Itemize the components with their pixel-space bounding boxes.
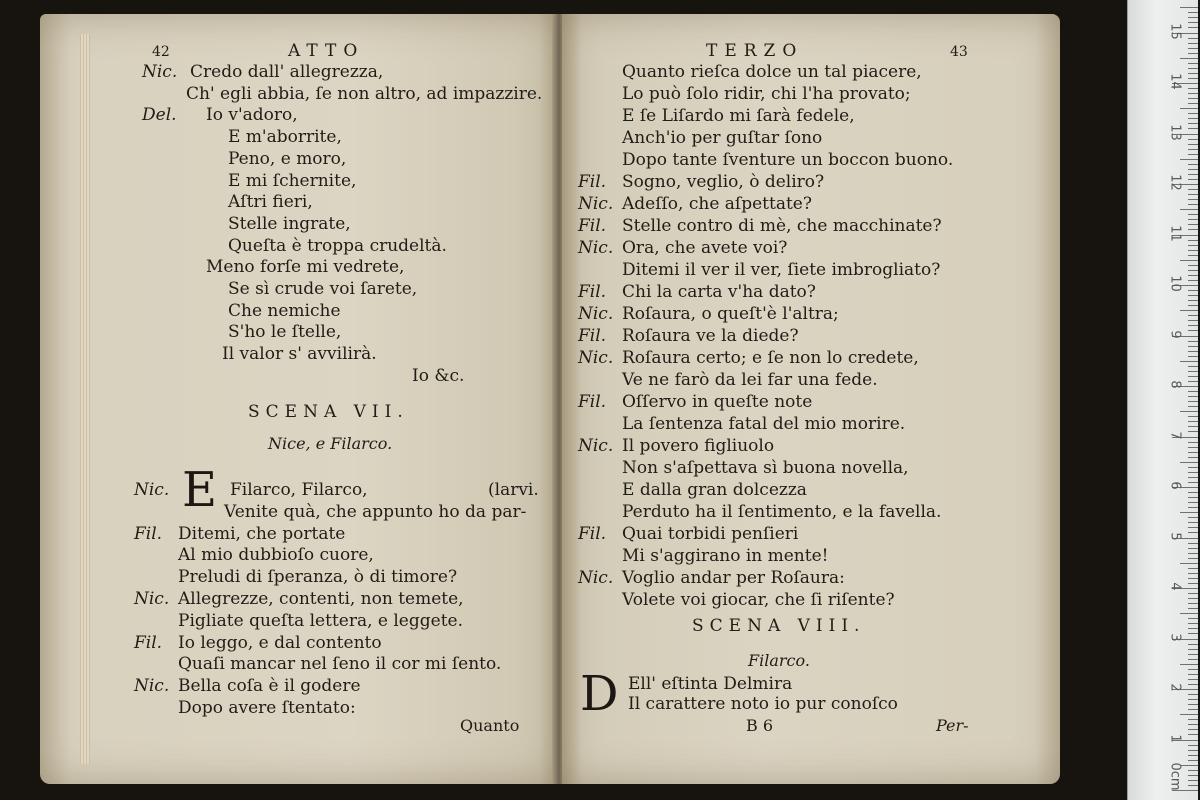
ruler-tick <box>1188 139 1198 140</box>
verse-line: Roſaura certo; e ſe non lo credete, <box>622 348 919 368</box>
ruler-tick <box>1188 53 1198 54</box>
ruler-tick <box>1188 659 1198 660</box>
right-page-number: 43 <box>950 44 968 60</box>
left-drop-cap: E <box>182 462 218 518</box>
verse-line: Chi la carta v'ha dato? <box>622 282 816 302</box>
ruler-label: 8 <box>1167 380 1183 389</box>
ruler-tick <box>1188 17 1198 18</box>
ruler-tick <box>1188 669 1198 670</box>
verse-line: Credo dall' allegrezza, <box>190 62 384 82</box>
ruler-tick <box>1188 421 1198 422</box>
ruler-tick <box>1188 341 1198 342</box>
ruler-tick <box>1188 628 1198 629</box>
left-scene-title: SCENA VII. <box>248 402 409 422</box>
ruler-tick <box>1188 442 1198 443</box>
ruler-tick <box>1188 346 1198 347</box>
ruler-tick <box>1188 214 1198 215</box>
ruler-tick <box>1188 315 1198 316</box>
ruler-tick <box>1188 219 1198 220</box>
ruler-tick <box>1188 78 1198 79</box>
ruler-label: 1 <box>1167 733 1183 743</box>
speaker-label: Fil. <box>578 524 607 544</box>
verse-line: Sogno, veglio, ò deliro? <box>622 172 825 192</box>
ruler-tick <box>1188 729 1198 730</box>
ruler-tick <box>1180 361 1198 362</box>
verse-line: E mi ſchernite, <box>228 170 357 191</box>
verse-line: E ſe Liſardo mi ſarà fedele, <box>622 106 855 126</box>
verse-line: S'ho le ſtelle, <box>228 322 342 343</box>
verse-line: Ditemi il ver il ver, ſiete imbrogliato? <box>622 260 941 280</box>
ruler-tick <box>1188 694 1198 695</box>
ruler-tick <box>1188 452 1198 453</box>
ruler-tick <box>1188 179 1198 180</box>
speaker-label: Nic. <box>578 238 614 258</box>
speaker-label: Nic. <box>578 194 614 214</box>
ruler-tick <box>1188 366 1198 367</box>
ruler-tick <box>1188 704 1198 705</box>
ruler-tick <box>1188 376 1198 377</box>
ruler-tick <box>1188 750 1198 751</box>
verse-line: Lo può ſolo ridir, chi l'ha provato; <box>622 84 911 104</box>
ruler-tick <box>1188 351 1198 352</box>
verse-line: Volete voi giocar, che ſi riſente? <box>622 590 895 610</box>
ruler-tick <box>1188 770 1198 771</box>
ruler-tick <box>1188 123 1198 124</box>
ruler-tick <box>1188 517 1198 518</box>
ruler-tick <box>1188 548 1198 549</box>
page-stack-edge <box>80 34 90 764</box>
left-running-head: ATTO <box>288 41 365 61</box>
right-catchword: Per- <box>936 716 969 735</box>
ruler-label: 14 <box>1167 73 1183 90</box>
speaker-label: Fil. <box>134 523 163 544</box>
ruler-label: 0cm <box>1167 762 1183 791</box>
verse-line: Oſſervo in queſte note <box>622 392 813 412</box>
ruler-tick <box>1188 88 1198 89</box>
ruler-tick <box>1188 93 1198 94</box>
ruler-tick <box>1188 527 1198 528</box>
ruler-tick <box>1180 613 1198 614</box>
ruler-tick <box>1188 558 1198 559</box>
speaker-label: Fil. <box>578 326 607 346</box>
ruler-tick <box>1180 159 1198 160</box>
ruler-tick <box>1188 543 1198 544</box>
verse-line: Venite quà, che appunto ho da par- <box>224 501 527 522</box>
ruler-tick <box>1188 118 1198 119</box>
ruler-tick <box>1180 411 1198 412</box>
ruler-tick <box>1188 553 1198 554</box>
verse-line: Mi s'aggirano in mente! <box>622 546 829 566</box>
ruler-tick <box>1188 603 1198 604</box>
ruler-label: 10 <box>1167 275 1183 292</box>
verse-line: Io leggo, e dal contento <box>178 632 382 653</box>
ruler-tick <box>1188 644 1198 645</box>
ruler-tick <box>1188 245 1198 246</box>
verse-line: Dopo avere ſtentato: <box>178 698 356 718</box>
ruler-label: 4 <box>1167 582 1183 591</box>
measuring-ruler <box>1127 0 1198 800</box>
ruler-tick <box>1180 512 1198 513</box>
ruler-tick <box>1188 356 1198 357</box>
verse-line: Filarco, Filarco, <box>230 480 368 500</box>
ruler-tick <box>1188 194 1198 195</box>
verse-line: Perduto ha il ſentimento, e la favella. <box>622 502 942 522</box>
ruler-tick <box>1188 674 1198 675</box>
ruler-label: 5 <box>1167 531 1183 541</box>
verse-line: Il valor s' avvilirà. <box>222 344 377 365</box>
ruler-tick <box>1188 684 1198 685</box>
ruler-tick <box>1188 22 1198 23</box>
ruler-tick <box>1188 709 1198 710</box>
ruler-tick <box>1180 260 1198 261</box>
ruler-tick <box>1188 780 1198 781</box>
verse-line: Voglio andar per Roſaura: <box>622 568 845 588</box>
ruler-tick <box>1188 502 1198 503</box>
ruler-tick <box>1188 169 1198 170</box>
ruler-tick <box>1188 507 1198 508</box>
ruler-tick <box>1188 38 1198 39</box>
ruler-tick <box>1188 497 1198 498</box>
verse-line: E dalla gran dolcezza <box>622 480 807 500</box>
ruler-tick <box>1188 472 1198 473</box>
verse-line: Roſaura ve la diede? <box>622 326 799 346</box>
speaker-label: Nic. <box>134 589 170 609</box>
right-scene-characters: Filarco. <box>748 651 810 670</box>
ruler-tick <box>1180 462 1198 463</box>
ruler-tick <box>1188 189 1198 190</box>
ruler-tick <box>1188 280 1198 281</box>
ruler-tick <box>1188 204 1198 205</box>
ruler-tick <box>1188 618 1198 619</box>
ruler-tick <box>1188 255 1198 256</box>
speaker-label: Nic. <box>578 348 614 368</box>
ruler-tick <box>1180 765 1198 766</box>
ruler-tick <box>1188 12 1198 13</box>
ruler-label: 3 <box>1167 632 1183 642</box>
ruler-tick <box>1188 320 1198 321</box>
ruler-tick <box>1188 154 1198 155</box>
ruler-label: 9 <box>1167 329 1183 339</box>
ruler-tick <box>1188 265 1198 266</box>
ruler-tick <box>1188 457 1198 458</box>
right-scene-title: SCENA VIII. <box>692 616 866 636</box>
ruler-tick <box>1188 608 1198 609</box>
verse-line: La ſentenza fatal del mio morire. <box>622 414 906 434</box>
ruler-tick <box>1180 563 1198 564</box>
ruler-tick <box>1188 406 1198 407</box>
verse-line: Ditemi, che portate <box>178 523 346 544</box>
ruler-tick <box>1188 532 1198 533</box>
verse-line: Ch' egli abbia, ſe non altro, ad impazzire. <box>186 83 543 104</box>
ruler-tick <box>1188 568 1198 569</box>
right-closing-line: Il carattere noto io pur conoſco <box>628 694 898 714</box>
ruler-tick <box>1188 785 1198 786</box>
ruler-tick <box>1188 144 1198 145</box>
ruler-tick <box>1188 755 1198 756</box>
ruler-tick <box>1188 679 1198 680</box>
verse-line: Io &c. <box>412 365 465 386</box>
speaker-label: Nic. <box>578 568 614 588</box>
ruler-label: 6 <box>1167 481 1183 490</box>
ruler-tick <box>1188 598 1198 599</box>
ruler-tick <box>1188 573 1198 574</box>
ruler-tick <box>1188 719 1198 720</box>
verse-line: Peno, e moro, <box>228 148 347 169</box>
ruler-tick <box>1188 724 1198 725</box>
ruler-tick <box>1188 593 1198 594</box>
ruler-tick <box>1188 103 1198 104</box>
verse-line: Roſaura, o queſt'è l'altra; <box>622 304 839 324</box>
ruler-tick <box>1188 63 1198 64</box>
ruler-tick <box>1188 775 1198 776</box>
verse-line: Quai torbidi penſieri <box>622 524 799 544</box>
verse-line: Ve ne farò da lei far una fede. <box>622 370 878 390</box>
left-scene-characters: Nice, e Filarco. <box>268 434 393 453</box>
verse-line: E m'aborrite, <box>228 127 342 148</box>
ruler-tick <box>1188 447 1198 448</box>
ruler-tick <box>1188 522 1198 523</box>
ruler-tick <box>1188 275 1198 276</box>
ruler-tick <box>1188 174 1198 175</box>
verse-line: Che nemiche <box>228 300 341 321</box>
ruler-label: 15 <box>1167 22 1183 40</box>
speaker-label: Del. <box>142 105 177 126</box>
ruler-tick <box>1188 477 1198 478</box>
speaker-label: Fil. <box>578 172 607 192</box>
ruler-tick <box>1188 760 1198 761</box>
ruler-tick <box>1188 381 1198 382</box>
ruler-tick <box>1188 128 1198 129</box>
speaker-label: Nic. <box>134 676 170 697</box>
verse-line: Adeſſo, che aſpettate? <box>622 194 812 214</box>
ruler-tick <box>1180 58 1198 59</box>
verse-line: Meno forſe mi vedrete, <box>206 257 405 278</box>
ruler-tick <box>1188 578 1198 579</box>
speaker-label: Fil. <box>578 216 607 236</box>
ruler-tick <box>1188 164 1198 165</box>
verse-line: Al mio dubbioſo cuore, <box>178 545 374 566</box>
verse-line: Quanto rieſca dolce un tal piacere, <box>622 62 922 82</box>
ruler-tick <box>1188 401 1198 402</box>
ruler-tick <box>1188 149 1198 150</box>
ruler-tick <box>1188 426 1198 427</box>
ruler-tick <box>1180 7 1198 8</box>
ruler-tick <box>1188 482 1198 483</box>
speaker-label: Nic. <box>134 480 170 500</box>
ruler-tick <box>1188 43 1198 44</box>
verse-line: Dopo tante ſventure un boccon buono. <box>622 150 954 170</box>
ruler-tick <box>1188 431 1198 432</box>
ruler-tick <box>1180 714 1198 715</box>
ruler-label: 7 <box>1167 430 1183 440</box>
ruler-tick <box>1180 310 1198 311</box>
ruler-tick <box>1188 295 1198 296</box>
ruler-tick <box>1188 654 1198 655</box>
ruler-tick <box>1188 48 1198 49</box>
ruler-tick <box>1188 270 1198 271</box>
verse-line: Non s'aſpettava sì buona novella, <box>622 458 909 478</box>
right-closing-line: Ell' eſtinta Delmira <box>628 674 793 694</box>
ruler-tick <box>1188 649 1198 650</box>
speaker-label: Nic. <box>578 436 614 456</box>
ruler-tick <box>1188 290 1198 291</box>
ruler-label: 2 <box>1167 683 1183 692</box>
ruler-tick <box>1180 108 1198 109</box>
ruler-tick <box>1188 98 1198 99</box>
ruler-tick <box>1188 467 1198 468</box>
ruler-tick <box>1188 229 1198 230</box>
speaker-label: Fil. <box>134 632 163 653</box>
ruler-tick <box>1188 305 1198 306</box>
right-drop-cap: D <box>580 666 619 722</box>
ruler-tick <box>1188 330 1198 331</box>
speaker-label: Nic. <box>142 62 178 82</box>
speaker-label: Fil. <box>578 282 607 302</box>
signature-mark: B 6 <box>746 716 774 735</box>
ruler-tick <box>1188 199 1198 200</box>
ruler-tick <box>1180 664 1198 665</box>
speaker-label: Fil. <box>578 392 607 412</box>
verse-line: Stelle contro di mè, che macchinate? <box>622 216 942 236</box>
ruler-tick <box>1188 68 1198 69</box>
ruler-tick <box>1188 113 1198 114</box>
ruler-tick <box>1188 623 1198 624</box>
ruler-tick <box>1180 209 1198 210</box>
left-catchword: Quanto <box>460 716 520 735</box>
ruler-tick <box>1188 240 1198 241</box>
ruler-tick <box>1188 27 1198 28</box>
verse-line: Bella coſa è il godere <box>178 676 361 697</box>
ruler-tick <box>1188 699 1198 700</box>
ruler-tick <box>1188 492 1198 493</box>
ruler-tick <box>1188 583 1198 584</box>
ruler-tick <box>1188 250 1198 251</box>
right-running-head: TERZO <box>706 41 804 61</box>
verse-line: Allegrezze, contenti, non temete, <box>178 589 464 609</box>
left-page-number: 42 <box>152 44 170 60</box>
ruler-label: 13 <box>1167 123 1183 141</box>
speaker-label: Nic. <box>578 304 614 324</box>
ruler-tick <box>1188 325 1198 326</box>
ruler-tick <box>1188 745 1198 746</box>
verse-line: Pigliate queſta lettera, e leggete. <box>178 610 463 631</box>
verse-line: Anch'io per guſtar ſono <box>622 128 823 148</box>
turnover-fragment: (larvi. <box>488 480 539 500</box>
ruler-tick <box>1188 396 1198 397</box>
verse-line: Quaſi mancar nel ſeno il cor mi ſento. <box>178 654 502 675</box>
ruler-tick <box>1188 734 1198 735</box>
ruler-label: 11 <box>1167 224 1183 242</box>
verse-line: Queſta è troppa crudeltà. <box>228 235 447 256</box>
ruler-tick <box>1188 416 1198 417</box>
verse-line: Se sì crude voi ſarete, <box>228 279 418 299</box>
verse-line: Io v'adoro, <box>206 105 298 126</box>
ruler-tick <box>1188 633 1198 634</box>
verse-line: Il povero figliuolo <box>622 436 775 456</box>
ruler-tick <box>1188 300 1198 301</box>
ruler-tick <box>1188 224 1198 225</box>
verse-line: Preludi di ſperanza, ò di timore? <box>178 567 458 588</box>
ruler-tick <box>1188 391 1198 392</box>
verse-line: Ora, che avete voi? <box>622 238 788 258</box>
ruler-label: 12 <box>1167 174 1183 191</box>
ruler-tick <box>1188 371 1198 372</box>
ruler-tick <box>1188 73 1198 74</box>
verse-line: Aſtri fieri, <box>228 192 313 213</box>
verse-line: Stelle ingrate, <box>228 213 351 234</box>
